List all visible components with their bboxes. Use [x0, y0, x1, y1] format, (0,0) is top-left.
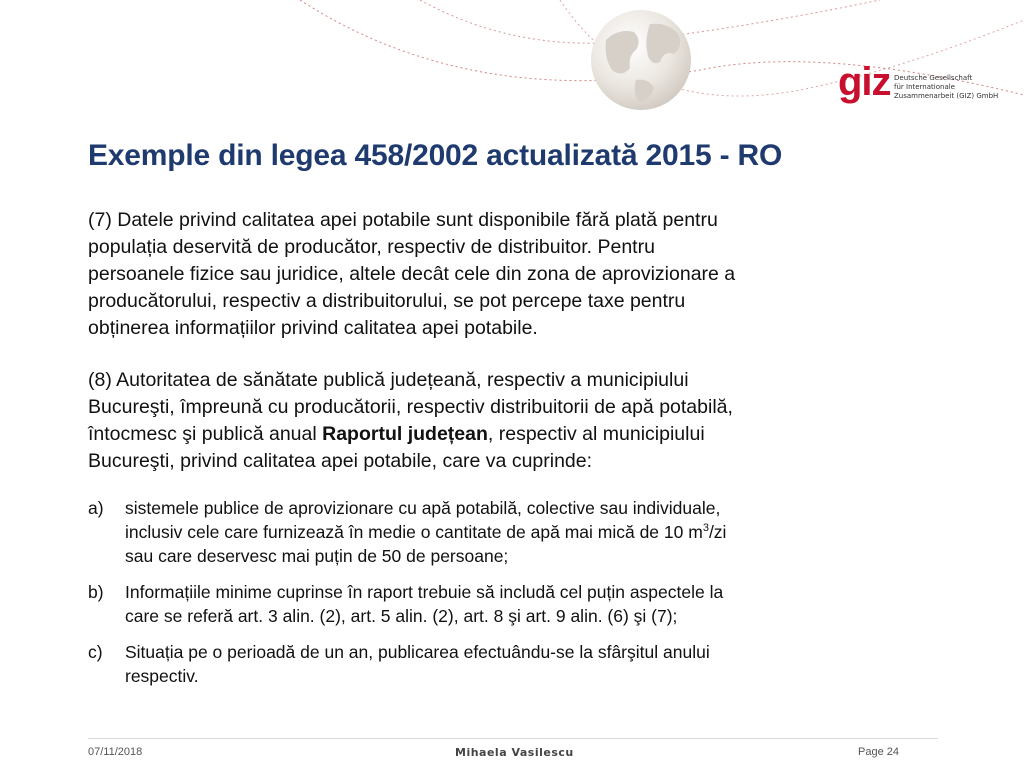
- org-line: Deutsche Gesellschaft: [894, 74, 973, 82]
- list-item-label: b): [88, 582, 104, 602]
- org-line: für Internationale: [894, 83, 955, 91]
- list-item-line: [125, 520, 948, 544]
- paragraph-8: [88, 367, 958, 475]
- text-run: , respectiv al municipiului: [487, 423, 705, 445]
- paragraph-line: [88, 421, 958, 448]
- text-run: inclusiv cele care furnizează în medie o cantitate de apă mai mică de 10 m: [125, 522, 703, 542]
- footer-author: Mihaela Vasilescu: [455, 746, 574, 759]
- slide-title: Exemple din legea 458/2002 actualizată 2015 - RO: [88, 139, 783, 172]
- giz-org-name: [894, 74, 998, 101]
- list-item: [88, 496, 948, 568]
- paragraph-7: [88, 207, 958, 342]
- requirements-list: [88, 496, 948, 700]
- list-item-line: Informațiile minime cuprinse în raport trebuie să includă cel puțin aspectele la: [125, 582, 724, 602]
- list-item: [88, 580, 948, 628]
- list-item-label: a): [88, 498, 104, 518]
- globe-icon: [591, 10, 691, 110]
- paragraph-line: Bucureşti, privind calitatea apei potabile, care va cuprinde:: [88, 450, 593, 472]
- footer-divider: [88, 738, 938, 739]
- paragraph-line: (7) Datele privind calitatea apei potabile sunt disponibile fără plată pentru: [88, 209, 718, 231]
- paragraph-line: Bucureşti, împreună cu producătorii, respectiv distribuitorii de apă potabilă,: [88, 396, 733, 418]
- superscript: 3: [702, 522, 709, 534]
- giz-logo: giz: [838, 60, 891, 104]
- paragraph-line: (8) Autoritatea de sănătate publică județeană, respectiv a municipiului: [88, 369, 689, 391]
- org-line: Zusammenarbeit (GIZ) GmbH: [894, 92, 999, 100]
- footer-page-number: Page 24: [858, 746, 899, 758]
- footer-date: 07/11/2018: [88, 746, 143, 758]
- paragraph-line: producătorului, respectiv a distribuitorului, se pot percepe taxe pentru: [88, 290, 686, 312]
- text-run: întocmesc şi publică anual: [88, 423, 323, 445]
- paragraph-line: persoanele fizice sau juridice, altele decât cele din zona de aprovizionare a: [88, 263, 736, 285]
- list-item-line: sau care deservesc mai puțin de 50 de persoane;: [125, 546, 509, 566]
- list-item-label: c): [88, 642, 103, 662]
- report-name-bold: Raportul județean: [322, 423, 488, 445]
- list-item-line: sistemele publice de aprovizionare cu apă potabilă, colective sau individuale,: [125, 498, 721, 518]
- list-item: [88, 640, 948, 688]
- list-item-line: Situația pe o perioadă de un an, publicarea efectuându-se la sfârşitul anului: [125, 642, 710, 662]
- list-item-line: care se referă art. 3 alin. (2), art. 5 alin. (2), art. 8 şi art. 9 alin. (6) şi (7);: [125, 606, 678, 626]
- text-run: /zi: [708, 522, 727, 542]
- paragraph-line: populația deservită de producător, respectiv de distribuitor. Pentru: [88, 236, 655, 258]
- list-item-line: respectiv.: [125, 666, 199, 686]
- paragraph-line: obținerea informațiilor privind calitatea apei potabile.: [88, 317, 538, 339]
